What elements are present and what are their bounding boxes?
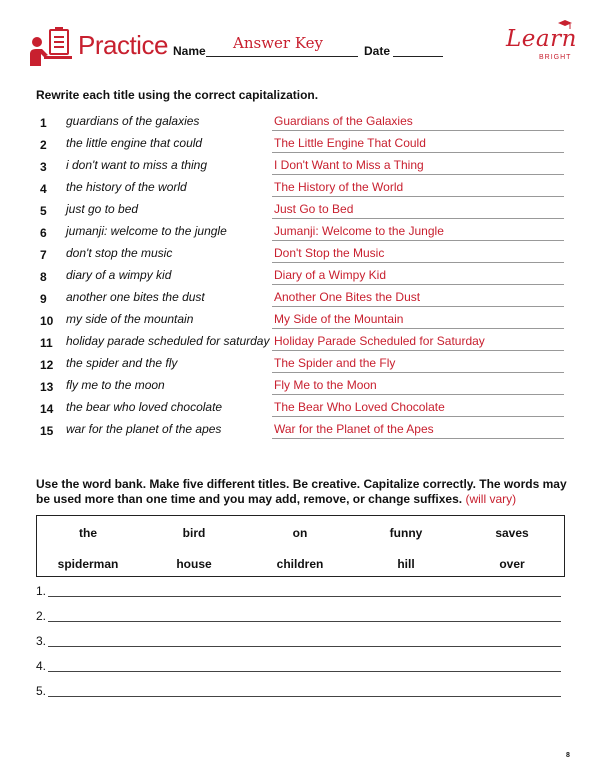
- row-number: 15: [40, 424, 54, 438]
- title-answer: The Little Engine That Could: [274, 136, 426, 150]
- word-bank-word: funny: [389, 526, 423, 540]
- title-answer: My Side of the Mountain: [274, 312, 404, 326]
- word-bank-word: spiderman: [57, 557, 119, 571]
- row-number: 10: [40, 314, 54, 328]
- row-number: 7: [40, 248, 47, 262]
- title-prompt: holiday parade scheduled for saturday: [66, 334, 270, 348]
- row-number: 4: [40, 182, 47, 196]
- name-field[interactable]: [206, 56, 358, 57]
- write-line[interactable]: [48, 621, 561, 622]
- answer-line[interactable]: [272, 416, 564, 417]
- write-line-number: 1.: [36, 584, 47, 598]
- title-prompt: the history of the world: [66, 180, 187, 194]
- page-number: 8: [566, 752, 570, 759]
- word-bank-word: bird: [182, 526, 206, 540]
- word-bank: [36, 515, 565, 577]
- title-prompt: just go to bed: [66, 202, 139, 216]
- title-row: [36, 199, 566, 221]
- title-prompt: don't stop the music: [66, 246, 173, 260]
- word-bank-word: children: [276, 557, 324, 571]
- title-row: [36, 243, 566, 265]
- write-line[interactable]: [48, 646, 561, 647]
- row-number: 11: [40, 336, 53, 350]
- write-line[interactable]: [48, 696, 561, 697]
- section2-instructions-text: Use the word bank. Make five different titles. Be creative. Capitalize correctly. The words may be used more than one time and you may add, remove, or change suffixes.: [36, 477, 567, 506]
- answer-line[interactable]: [272, 284, 564, 285]
- section1-instructions: Rewrite each title using the correct capitalization.: [36, 88, 319, 102]
- row-number: 9: [40, 292, 47, 306]
- title-prompt: i don't want to miss a thing: [66, 158, 208, 172]
- row-number: 5: [40, 204, 47, 218]
- row-number: 1: [40, 116, 47, 130]
- will-vary-note: (will vary): [465, 492, 517, 506]
- row-number: 13: [40, 380, 54, 394]
- logo-subtext: BRIGHT: [539, 54, 572, 61]
- word-bank-word: house: [176, 557, 212, 571]
- title-answer: The Bear Who Loved Chocolate: [274, 400, 445, 414]
- title-row: [36, 331, 566, 353]
- title-row: [36, 155, 566, 177]
- row-number: 6: [40, 226, 47, 240]
- practice-label: Practice: [78, 30, 168, 60]
- title-prompt: diary of a wimpy kid: [66, 268, 172, 282]
- write-line-number: 4.: [36, 659, 47, 673]
- answer-line[interactable]: [272, 218, 564, 219]
- title-row: [36, 353, 566, 375]
- row-number: 14: [40, 402, 54, 416]
- answer-line[interactable]: [272, 262, 564, 263]
- row-number: 3: [40, 160, 47, 174]
- write-lines: [36, 584, 565, 709]
- write-line[interactable]: [48, 671, 561, 672]
- answer-line[interactable]: [272, 328, 564, 329]
- title-prompt: fly me to the moon: [66, 378, 165, 392]
- answer-line[interactable]: [272, 306, 564, 307]
- title-prompt: jumanji: welcome to the jungle: [66, 224, 227, 238]
- title-answer: Jumanji: Welcome to the Jungle: [274, 224, 444, 238]
- title-prompt: the spider and the fly: [66, 356, 178, 370]
- title-answer: Don't Stop the Music: [274, 246, 385, 260]
- logo-text: Learn: [506, 26, 577, 52]
- title-answer: Another One Bites the Dust: [274, 290, 421, 304]
- title-row: [36, 177, 566, 199]
- row-number: 8: [40, 270, 47, 284]
- answer-line[interactable]: [272, 152, 564, 153]
- title-answer: Holiday Parade Scheduled for Saturday: [274, 334, 485, 348]
- write-row: [36, 584, 565, 609]
- answer-line[interactable]: [272, 372, 564, 373]
- word-bank-word: over: [499, 557, 525, 571]
- answer-line[interactable]: [272, 350, 564, 351]
- word-bank-word: saves: [495, 526, 529, 540]
- title-prompt: another one bites the dust: [66, 290, 205, 304]
- title-prompt: my side of the mountain: [66, 312, 194, 326]
- title-answer: The Spider and the Fly: [274, 356, 396, 370]
- write-row: [36, 659, 565, 684]
- row-number: 2: [40, 138, 47, 152]
- word-bank-word: the: [79, 526, 97, 540]
- title-answer: I Don't Want to Miss a Thing: [274, 158, 424, 172]
- title-row: [36, 265, 566, 287]
- title-row: [36, 111, 566, 133]
- answer-line[interactable]: [272, 394, 564, 395]
- worksheet-header: [28, 22, 578, 72]
- write-row: [36, 609, 565, 634]
- write-line[interactable]: [48, 596, 561, 597]
- title-row: [36, 133, 566, 155]
- answer-line[interactable]: [272, 174, 564, 175]
- title-row: [36, 397, 566, 419]
- word-bank-word: hill: [397, 557, 415, 571]
- title-answer: Guardians of the Galaxies: [274, 114, 413, 128]
- write-row: [36, 634, 565, 659]
- write-row: [36, 684, 565, 709]
- answer-key-text: Answer Key: [233, 34, 323, 52]
- answer-line[interactable]: [272, 240, 564, 241]
- title-answer: Fly Me to the Moon: [274, 378, 377, 392]
- title-row: [36, 309, 566, 331]
- learn-bright-logo: [506, 26, 578, 70]
- write-line-number: 5.: [36, 684, 47, 698]
- title-prompt: the bear who loved chocolate: [66, 400, 223, 414]
- title-answer: Just Go to Bed: [274, 202, 354, 216]
- answer-line[interactable]: [272, 438, 564, 439]
- section2-instructions: [36, 477, 571, 507]
- title-answer: The History of the World: [274, 180, 404, 194]
- name-label: Name: [173, 44, 206, 58]
- write-line-number: 2.: [36, 609, 47, 623]
- title-row: [36, 221, 566, 243]
- title-row: [36, 375, 566, 397]
- row-number: 12: [40, 358, 54, 372]
- title-row: [36, 287, 566, 309]
- answer-line[interactable]: [272, 196, 564, 197]
- write-line-number: 3.: [36, 634, 47, 648]
- date-label: Date: [364, 44, 391, 58]
- title-prompt: guardians of the galaxies: [66, 114, 200, 128]
- practice-person-icon: [28, 22, 72, 68]
- date-field[interactable]: [393, 56, 443, 57]
- word-bank-word: on: [292, 526, 308, 540]
- title-prompt: war for the planet of the apes: [66, 422, 222, 436]
- title-prompt: the little engine that could: [66, 136, 203, 150]
- answer-line[interactable]: [272, 130, 564, 131]
- title-answer: Diary of a Wimpy Kid: [274, 268, 387, 282]
- title-row: [36, 419, 566, 441]
- title-answer: War for the Planet of the Apes: [274, 422, 434, 436]
- title-rows: [36, 111, 566, 441]
